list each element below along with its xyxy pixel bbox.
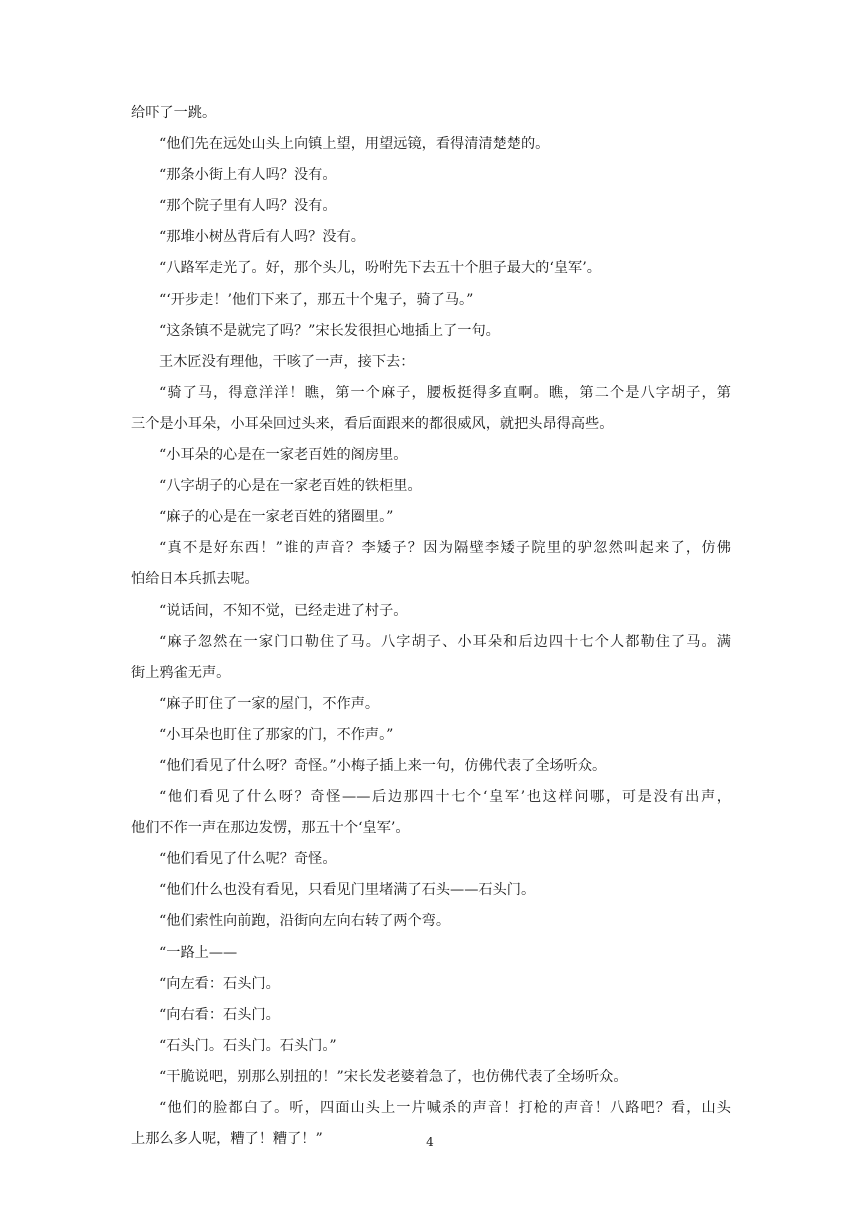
text-line: “这条镇不是就完了吗？”宋长发很担心地插上了一句。 <box>159 322 500 339</box>
text-line: “他们什么也没有看见，只看见门里堵满了石头——石头门。 <box>159 882 536 899</box>
text-line: “麻子盯住了一家的屋门，不作声。 <box>159 695 380 712</box>
text-line: “说话间，不知不觉，已经走进了村子。 <box>159 602 408 619</box>
text-line: “小耳朵的心是在一家老百姓的阁房里。 <box>159 447 408 464</box>
text-line: “小耳朵也盯住了那家的门，不作声。” <box>159 726 394 743</box>
text-line: “骑了马，得意洋洋！瞧，第一个麻子，腰板挺得多直啊。瞧，第二个是八字胡子，第 <box>159 384 731 401</box>
text-line: 王木匠没有理他，干咳了一声，接下去： <box>159 353 415 370</box>
text-line: “干脆说吧，别那么别扭的！”宋长发老婆着急了，也仿佛代表了全场听众。 <box>159 1068 628 1085</box>
page-number: 4 <box>426 1135 434 1149</box>
text-line: “他们的脸都白了。听，四面山头上一片喊杀的声音！打枪的声音！八路吧？看，山头 <box>159 1100 731 1116</box>
text-line: “石头门。石头门。石头门。” <box>159 1037 337 1054</box>
text-line: “一路上—— <box>159 944 238 961</box>
text-line: “‘开步走！’他们下来了，那五十个鬼子，骑了马。” <box>159 291 474 308</box>
text-line: “他们索性向前跑，沿街向左向右转了两个弯。 <box>159 913 451 930</box>
text-line: “他们看见了什么呀？奇怪——后边那四十七个‘皇军’也这样问哪，可是没有出声， <box>159 789 731 806</box>
text-line: “那堆小树丛背后有人吗？没有。 <box>159 229 365 246</box>
text-line: “向右看：石头门。 <box>159 1006 280 1023</box>
text-line: “八字胡子的心是在一家老百姓的铁柜里。 <box>159 478 422 495</box>
text-line: “他们看见了什么呀？奇怪。”小梅子插上来一句，仿佛代表了全场听众。 <box>159 757 607 774</box>
text-line: “真不是好东西！”谁的声音？李矮子？因为隔壁李矮子院里的驴忽然叫起来了，仿佛 <box>159 540 731 557</box>
text-line: “麻子忽然在一家门口勒住了马。八字胡子、小耳朵和后边四十七个人都勒住了马。满 <box>159 633 731 650</box>
text-line: “他们先在远处山头上向镇上望，用望远镜，看得清清楚楚的。 <box>159 136 550 153</box>
text-line: “向左看：石头门。 <box>159 975 280 992</box>
text-line: “那条小街上有人吗？没有。 <box>159 167 337 184</box>
body-text <box>131 98 731 1155</box>
text-line: “麻子的心是在一家老百姓的猪圈里。” <box>159 509 394 526</box>
text-line: “他们看见了什么呢？奇怪。 <box>159 851 337 868</box>
text-line: 街上鸦雀无声。 <box>131 664 231 681</box>
text-line: 给吓了一跳。 <box>131 105 217 121</box>
text-line: 上那么多人呢，糟了！糟了！” <box>131 1131 323 1148</box>
text-line: “那个院子里有人吗？没有。 <box>159 198 337 215</box>
text-line: 怕给日本兵抓去呢。 <box>131 571 259 588</box>
text-line: 三个是小耳朵，小耳朵回过头来，看后面跟来的都很威风，就把头昂得高些。 <box>131 415 614 432</box>
text-line: “八路军走光了。好，那个头儿，吩咐先下去五十个胆子最大的‘皇军’。 <box>159 260 601 277</box>
text-line: 他们不作一声在那边发愣，那五十个‘皇军’。 <box>131 820 410 837</box>
